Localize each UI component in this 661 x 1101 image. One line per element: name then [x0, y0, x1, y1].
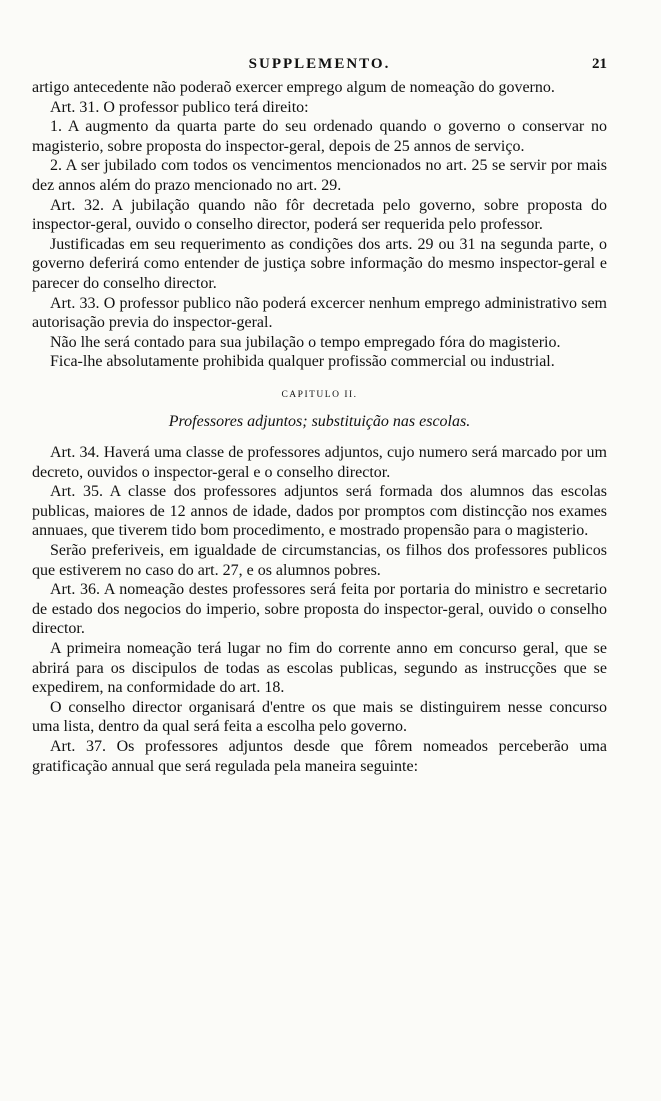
- paragraph: 1. A augmento da quarta parte do seu ordenado quando o governo o conservar no magisterio, sobre proposta do inspector-geral, depois de 25 annos de serviço.: [32, 118, 607, 155]
- paragraph: Não lhe será contado para sua jubilação o tempo empregado fóra do magisterio.: [50, 333, 561, 351]
- paragraph: Serão preferiveis, em igualdade de circumstancias, os filhos dos professores publicos que estiverem no caso do art. 27, e os alumnos pobres.: [32, 542, 607, 579]
- paragraph: A primeira nomeação terá lugar no fim do corrente anno em concurso geral, que se abrirá para os discipulos de todas as escolas publicas, segundo as instrucções que se expedirem, na conformidade do art. 18.: [32, 640, 607, 697]
- paragraph: Art. 35. A classe dos professores adjuntos será formada dos alumnos das escolas publicas, maiores de 12 annos de idade, dados por promptos com distincção nos exames annuaes, que tiverem tido bom procedimento, e mostrado propensão para o magisterio.: [32, 483, 607, 540]
- paragraph: Art. 31. O professor publico terá direito:: [50, 98, 309, 116]
- paragraph: O conselho director organisará d'entre os que mais se distinguirem nesse concurso uma lista, dentro da qual será feita a escolha pelo governo.: [32, 698, 607, 736]
- running-title: SUPPLEMENTO.: [248, 56, 391, 72]
- paragraph: Art. 33. O professor publico não poderá excercer nenhum emprego administrativo sem autorisação previa do inspector-geral.: [32, 294, 607, 332]
- paragraph: artigo antecedente não poderaõ exercer emprego algum de nomeação do governo.: [32, 79, 555, 96]
- page-number: 21: [592, 56, 607, 72]
- chapter-heading: CAPITULO II.: [281, 389, 358, 400]
- paragraph: Art. 36. A nomeação destes professores será feita por portaria do ministro e secretario de estado dos negocios do imperio, sobre proposta do inspector-geral, ouvido o conselho director.: [32, 581, 607, 638]
- paragraph: Justificadas em seu requerimento as condições dos arts. 29 ou 31 na segunda parte, o governo deferirá como entender de justiça sobre informação do mesmo inspector-geral e parecer do conselho director.: [32, 235, 607, 292]
- paragraph: 2. A ser jubilado com todos os vencimentos mencionados no art. 25 se servir por mais dez annos além do prazo mencionado no art. 29.: [32, 157, 607, 194]
- running-header: [32, 56, 607, 78]
- paragraph: Fica-lhe absolutamente prohibida qualquer profissão commercial ou industrial.: [50, 353, 555, 371]
- paragraph: Art. 32. A jubilação quando não fôr decretada pelo governo, sobre proposta do inspector-geral, ouvido o conselho director, poderá ser requerida pelo professor.: [32, 196, 607, 234]
- paragraph: Art. 34. Haverá uma classe de professores adjuntos, cujo numero será marcado por um decreto, ouvidos o inspector-geral e o conselho director.: [32, 444, 607, 481]
- chapter-subtitle: Professores adjuntos; substituição nas escolas.: [168, 412, 471, 430]
- paragraph: Art. 37. Os professores adjuntos desde que fôrem nomeados perceberão uma gratificação annual que será regulada pela maneira seguinte:: [32, 738, 607, 775]
- body-text: [32, 78, 607, 776]
